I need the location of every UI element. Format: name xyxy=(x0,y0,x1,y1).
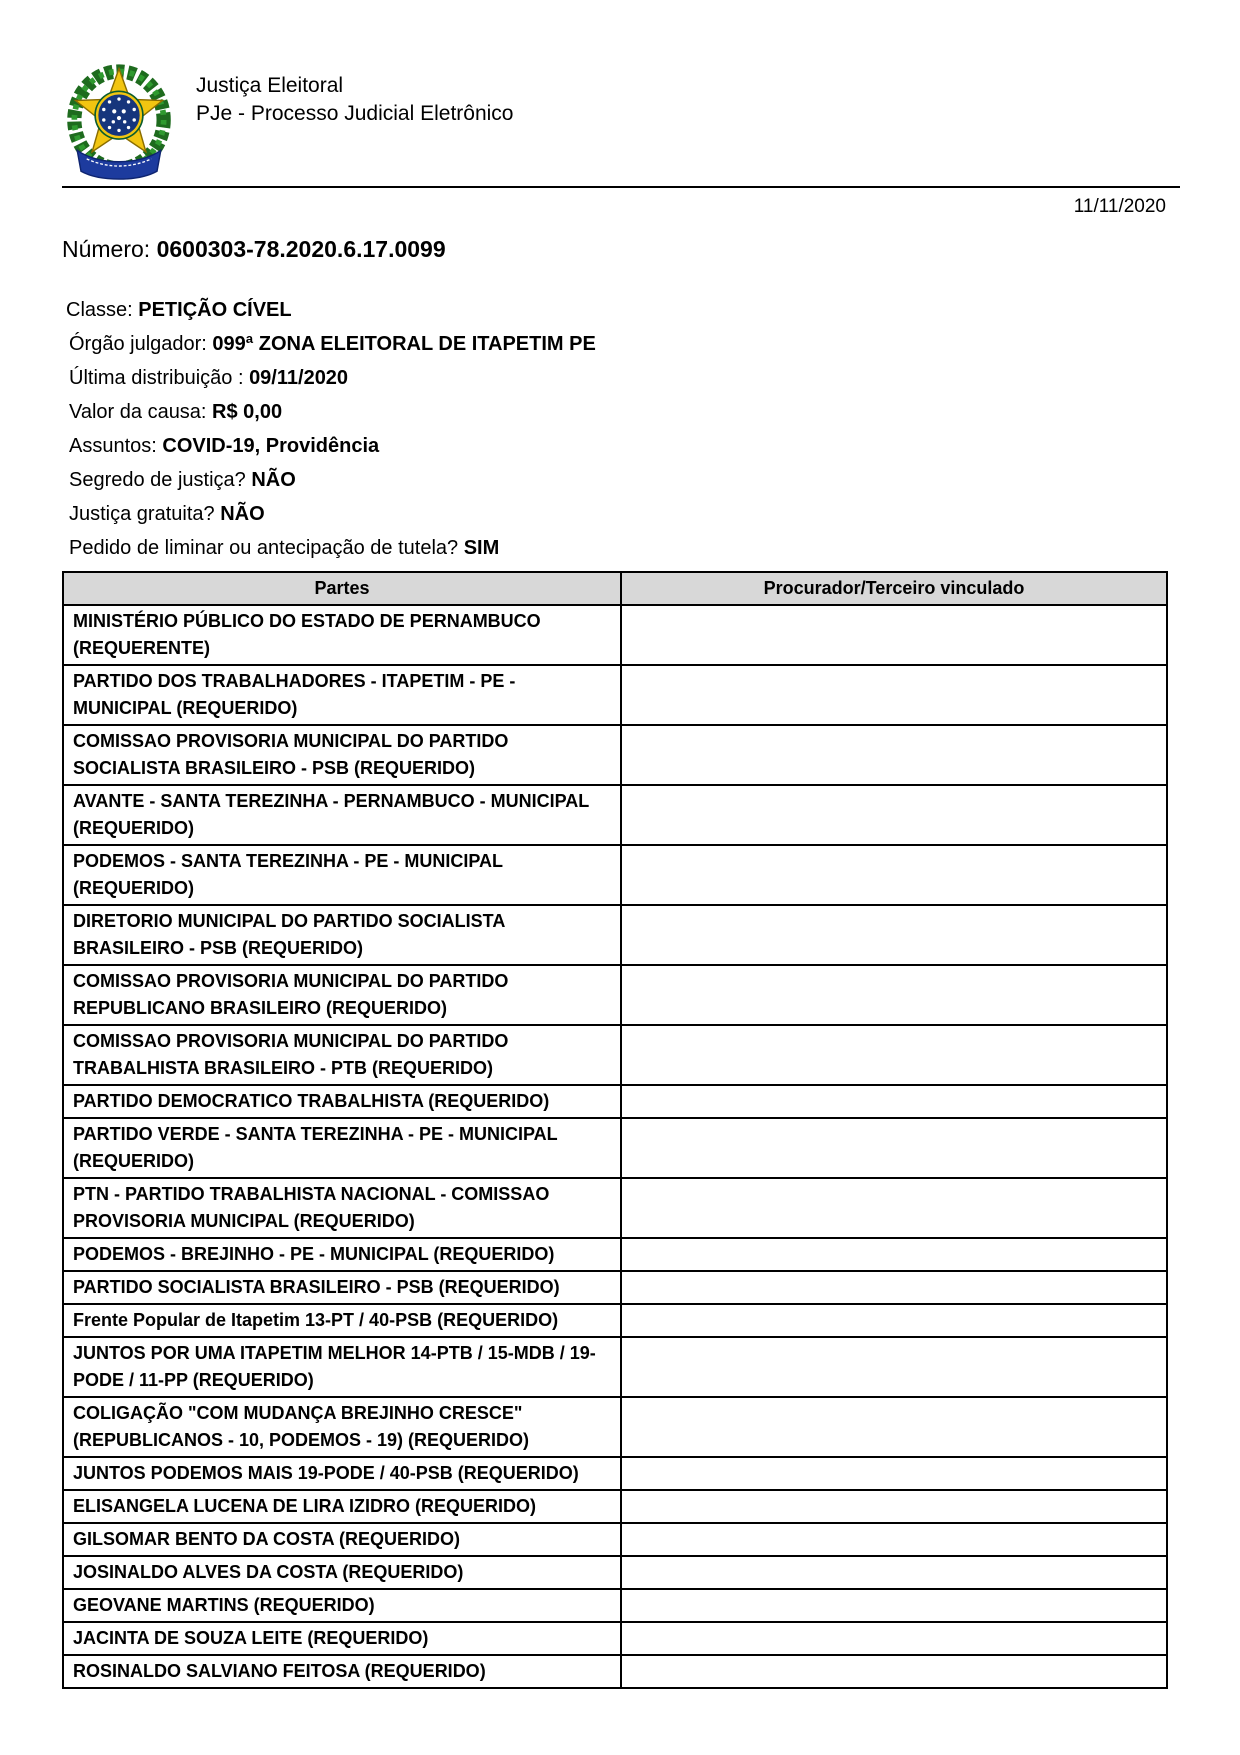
procurador-cell xyxy=(621,1304,1167,1337)
table-row xyxy=(63,1622,1167,1655)
procurador-cell xyxy=(621,1337,1167,1397)
partes-cell: AVANTE - SANTA TEREZINHA - PERNAMBUCO - MUNICIPAL (REQUERIDO) xyxy=(63,785,621,845)
table-row xyxy=(63,1490,1167,1523)
case-field-row xyxy=(62,293,1178,327)
procurador-cell xyxy=(621,1271,1167,1304)
partes-cell: COMISSAO PROVISORIA MUNICIPAL DO PARTIDO TRABALHISTA BRASILEIRO - PTB (REQUERIDO) xyxy=(63,1025,621,1085)
table-row xyxy=(63,1271,1167,1304)
org-title xyxy=(196,56,513,128)
procurador-cell xyxy=(621,1556,1167,1589)
table-row xyxy=(63,1457,1167,1490)
partes-cell: MINISTÉRIO PÚBLICO DO ESTADO DE PERNAMBUCO (REQUERENTE) xyxy=(63,605,621,665)
field-value: NÃO xyxy=(251,469,296,491)
partes-cell: COMISSAO PROVISORIA MUNICIPAL DO PARTIDO REPUBLICANO BRASILEIRO (REQUERIDO) xyxy=(63,965,621,1025)
case-field-row xyxy=(62,463,1178,497)
procurador-cell xyxy=(621,1589,1167,1622)
org-title-line2: PJe - Processo Judicial Eletrônico xyxy=(196,102,514,125)
table-row xyxy=(63,1337,1167,1397)
table-row xyxy=(63,1118,1167,1178)
table-row xyxy=(63,665,1167,725)
field-label: Valor da causa: xyxy=(69,401,213,423)
document-date: 11/11/2020 xyxy=(1073,196,1166,217)
field-label: Órgão julgador: xyxy=(69,333,213,355)
parties-table-header-row xyxy=(63,572,1167,605)
table-row xyxy=(63,1085,1167,1118)
field-value: COVID-19, Providência xyxy=(162,435,380,457)
procurador-cell xyxy=(621,1655,1167,1688)
field-label: Assuntos: xyxy=(69,435,163,457)
procurador-cell xyxy=(621,1025,1167,1085)
case-field-row xyxy=(62,395,1178,429)
case-number-line xyxy=(62,236,1178,263)
partes-cell: GILSOMAR BENTO DA COSTA (REQUERIDO) xyxy=(63,1523,621,1556)
column-header-partes: Partes xyxy=(63,572,621,605)
header-divider xyxy=(62,186,1180,188)
table-row xyxy=(63,965,1167,1025)
field-label: Última distribuição : xyxy=(69,367,250,389)
parties-table xyxy=(62,571,1168,1689)
partes-cell: COMISSAO PROVISORIA MUNICIPAL DO PARTIDO SOCIALISTA BRASILEIRO - PSB (REQUERIDO) xyxy=(63,725,621,785)
field-value: 099ª ZONA ELEITORAL DE ITAPETIM PE xyxy=(212,333,596,355)
partes-cell: PARTIDO SOCIALISTA BRASILEIRO - PSB (REQUERIDO) xyxy=(63,1271,621,1304)
procurador-cell xyxy=(621,965,1167,1025)
procurador-cell xyxy=(621,1118,1167,1178)
table-row xyxy=(63,785,1167,845)
case-field-row xyxy=(62,327,1178,361)
partes-cell: ROSINALDO SALVIANO FEITOSA (REQUERIDO) xyxy=(63,1655,621,1688)
procurador-cell xyxy=(621,905,1167,965)
partes-cell: GEOVANE MARTINS (REQUERIDO) xyxy=(63,1589,621,1622)
field-label: Pedido de liminar ou antecipação de tutela? xyxy=(69,537,464,559)
partes-cell: JUNTOS POR UMA ITAPETIM MELHOR 14-PTB / 15-MDB / 19-PODE / 11-PP (REQUERIDO) xyxy=(63,1337,621,1397)
table-row xyxy=(63,845,1167,905)
procurador-cell xyxy=(621,1622,1167,1655)
table-row xyxy=(63,1589,1167,1622)
table-row xyxy=(63,1655,1167,1688)
partes-cell: DIRETORIO MUNICIPAL DO PARTIDO SOCIALISTA BRASILEIRO - PSB (REQUERIDO) xyxy=(63,905,621,965)
partes-cell: PARTIDO DOS TRABALHADORES - ITAPETIM - PE - MUNICIPAL (REQUERIDO) xyxy=(63,665,621,725)
procurador-cell xyxy=(621,1085,1167,1118)
case-number-value: 0600303-78.2020.6.17.0099 xyxy=(156,236,446,262)
field-value: 09/11/2020 xyxy=(249,367,349,389)
case-field-row xyxy=(62,429,1178,463)
justica-eleitoral-seal-icon xyxy=(62,56,176,182)
column-header-procurador: Procurador/Terceiro vinculado xyxy=(621,572,1167,605)
table-row xyxy=(63,1397,1167,1457)
table-row xyxy=(63,725,1167,785)
partes-cell: PODEMOS - BREJINHO - PE - MUNICIPAL (REQUERIDO) xyxy=(63,1238,621,1271)
field-value: R$ 0,00 xyxy=(212,401,283,423)
case-fields xyxy=(62,293,1178,565)
field-value: SIM xyxy=(463,537,500,559)
procurador-cell xyxy=(621,605,1167,665)
table-row xyxy=(63,1238,1167,1271)
field-label: Classe: xyxy=(66,299,139,321)
procurador-cell xyxy=(621,785,1167,845)
partes-cell: Frente Popular de Itapetim 13-PT / 40-PSB (REQUERIDO) xyxy=(63,1304,621,1337)
case-field-row xyxy=(62,531,1178,565)
field-value: PETIÇÃO CÍVEL xyxy=(138,299,292,321)
partes-cell: JUNTOS PODEMOS MAIS 19-PODE / 40-PSB (REQUERIDO) xyxy=(63,1457,621,1490)
table-row xyxy=(63,1523,1167,1556)
case-number-label: Número: xyxy=(62,236,157,262)
procurador-cell xyxy=(621,1457,1167,1490)
field-value: NÃO xyxy=(220,503,265,525)
partes-cell: PARTIDO DEMOCRATICO TRABALHISTA (REQUERIDO) xyxy=(63,1085,621,1118)
case-field-row xyxy=(62,497,1178,531)
table-row xyxy=(63,905,1167,965)
partes-cell: COLIGAÇÃO "COM MUDANÇA BREJINHO CRESCE" (REPUBLICANOS - 10, PODEMOS - 19) (REQUERIDO) xyxy=(63,1397,621,1457)
case-field-row xyxy=(62,361,1178,395)
partes-cell: ELISANGELA LUCENA DE LIRA IZIDRO (REQUERIDO) xyxy=(63,1490,621,1523)
partes-cell: JACINTA DE SOUZA LEITE (REQUERIDO) xyxy=(63,1622,621,1655)
procurador-cell xyxy=(621,725,1167,785)
table-row xyxy=(63,1025,1167,1085)
page-header xyxy=(62,0,1178,182)
partes-cell: PARTIDO VERDE - SANTA TEREZINHA - PE - MUNICIPAL (REQUERIDO) xyxy=(63,1118,621,1178)
procurador-cell xyxy=(621,1523,1167,1556)
procurador-cell xyxy=(621,1238,1167,1271)
procurador-cell xyxy=(621,1397,1167,1457)
table-row xyxy=(63,605,1167,665)
partes-cell: PTN - PARTIDO TRABALHISTA NACIONAL - COMISSAO PROVISORIA MUNICIPAL (REQUERIDO) xyxy=(63,1178,621,1238)
procurador-cell xyxy=(621,1178,1167,1238)
procurador-cell xyxy=(621,1490,1167,1523)
procurador-cell xyxy=(621,845,1167,905)
table-row xyxy=(63,1556,1167,1589)
partes-cell: JOSINALDO ALVES DA COSTA (REQUERIDO) xyxy=(63,1556,621,1589)
field-label: Segredo de justiça? xyxy=(69,469,252,491)
field-label: Justiça gratuita? xyxy=(69,503,221,525)
table-row xyxy=(63,1178,1167,1238)
table-row xyxy=(63,1304,1167,1337)
org-title-line1: Justiça Eleitoral xyxy=(196,74,344,97)
partes-cell: PODEMOS - SANTA TEREZINHA - PE - MUNICIPAL (REQUERIDO) xyxy=(63,845,621,905)
document-page xyxy=(62,0,1178,1689)
procurador-cell xyxy=(621,665,1167,725)
